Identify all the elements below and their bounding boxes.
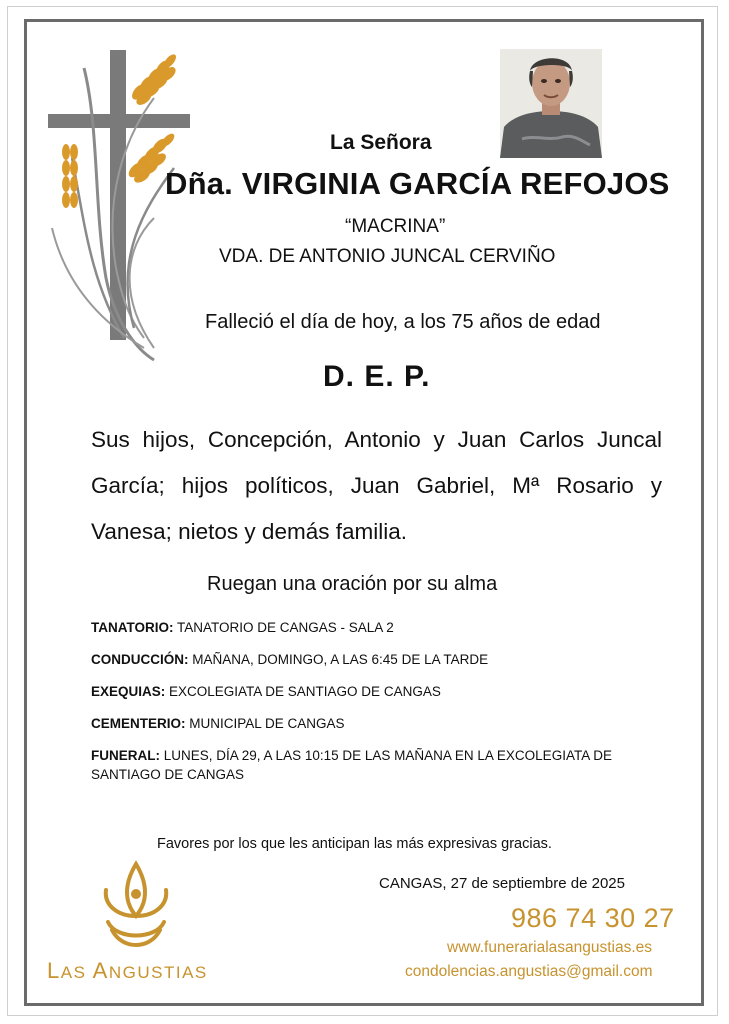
detail-label: CEMENTERIO:	[91, 716, 186, 731]
detail-value: MUNICIPAL DE CANGAS	[185, 716, 345, 731]
death-notice: Falleció el día de hoy, a los 75 años de edad	[205, 311, 601, 333]
brand-text: AS	[60, 963, 93, 982]
widow-of: VDA. DE ANTONIO JUNCAL CERVIÑO	[219, 246, 556, 267]
detail-funeral	[91, 746, 651, 784]
deceased-portrait	[500, 49, 602, 158]
brand-name	[47, 958, 208, 984]
detail-label: EXEQUIAS:	[91, 684, 166, 699]
detail-cementerio	[91, 714, 671, 733]
rip-heading: D. E. P.	[323, 360, 431, 393]
email-link[interactable]: condolencias.angustias@gmail.com	[405, 963, 653, 980]
detail-value: MAÑANA, DOMINGO, A LAS 6:45 DE LA TARDE	[188, 652, 489, 667]
brand-text: NGUSTIAS	[108, 963, 208, 982]
las-angustias-logo-icon	[96, 858, 176, 954]
deceased-name: Dña. VIRGINIA GARCÍA REFOJOS	[165, 166, 670, 201]
thanks-note: Favores por los que les anticipan las más expresivas gracias.	[157, 836, 552, 852]
prayer-request: Ruegan una oración por su alma	[207, 573, 498, 595]
phone-number[interactable]: 986 74 30 27	[511, 903, 675, 933]
detail-conduccion	[91, 650, 671, 669]
detail-label: TANATORIO:	[91, 620, 174, 635]
detail-tanatorio	[91, 618, 671, 637]
detail-value: LUNES, DÍA 29, A LAS 10:15 DE LAS MAÑANA EN LA EXCOLEGIATA DE SANTIAGO DE CANGAS	[91, 748, 612, 782]
detail-label: FUNERAL:	[91, 748, 160, 763]
cross-wheat-icon	[44, 48, 194, 368]
website-link[interactable]: www.funerarialasangustias.es	[447, 939, 653, 956]
brand-cap: L	[47, 958, 61, 983]
service-details	[91, 618, 671, 797]
detail-label: CONDUCCIÓN:	[91, 652, 189, 667]
deceased-nickname: “MACRINA”	[345, 216, 446, 237]
detail-value: TANATORIO DE CANGAS - SALA 2	[173, 620, 394, 635]
place-date: CANGAS, 27 de septiembre de 2025	[379, 875, 625, 892]
brand-cap: A	[92, 958, 109, 983]
detail-exequias	[91, 682, 671, 701]
detail-value: EXCOLEGIATA DE SANTIAGO DE CANGAS	[165, 684, 441, 699]
title-prefix: La Señora	[330, 131, 432, 154]
family-text: Sus hijos, Concepción, Antonio y Juan Carlos Juncal García; hijos políticos, Juan Gabriel, Mª Rosario y Vanesa; nietos y demás familia.	[91, 427, 662, 544]
